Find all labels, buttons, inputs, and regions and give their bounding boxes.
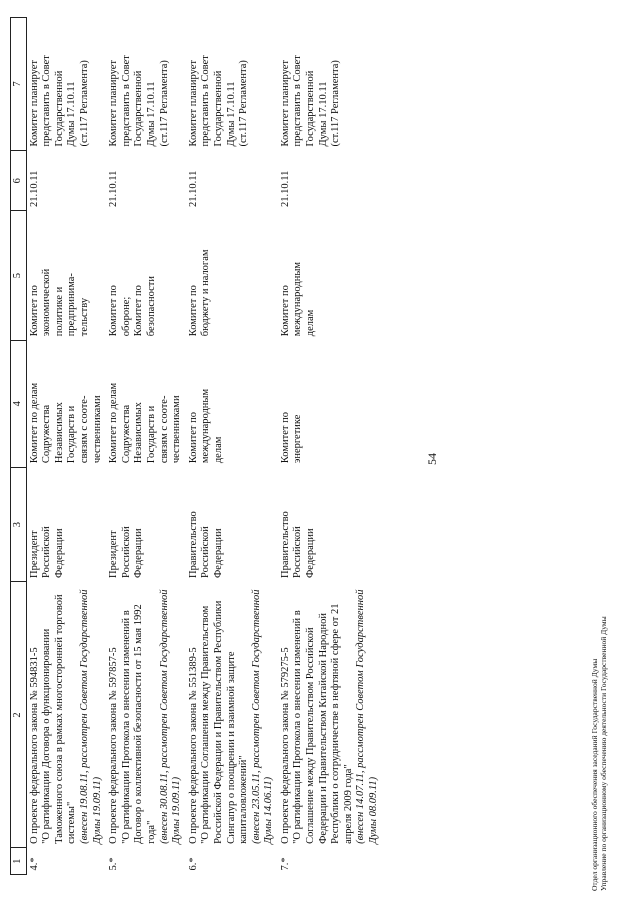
initiator-cell: Правительство Российской Федерации bbox=[187, 511, 224, 578]
co-committee-cell: Комитет по международным делам bbox=[279, 261, 317, 337]
column-header: 4 bbox=[11, 340, 27, 467]
initiator-cell: Правительство Российской Федерации bbox=[279, 511, 317, 578]
main-committee-cell: Комитет по делам Содружества Независимых Государств и связям с сооте- чественниками bbox=[28, 382, 103, 464]
table-row bbox=[106, 18, 186, 875]
decision-cell: Комитет планирует представить в Совет Государственной Думы 17.10.11 (ст.117 Регламента) bbox=[28, 55, 90, 147]
bill-intro: О проекте федерального закона № 579275-5 bbox=[279, 647, 291, 844]
bill-intro: О проекте федерального закона № 597857-5 bbox=[108, 647, 120, 844]
bill-intro: О проекте федерального закона № 594831-5 bbox=[28, 647, 40, 844]
column-header: 5 bbox=[11, 211, 27, 340]
main-committee-cell: Комитет по энергетике bbox=[279, 412, 304, 464]
main-committee-cell: Комитет по делам Содружества Независимых Государств и связям с сооте- чественниками bbox=[108, 382, 183, 464]
bill-note: (внесен 30.08.11, рассмотрен Советом Государственной Думы 19.09.11) bbox=[158, 589, 183, 844]
column-header: 2 bbox=[11, 582, 27, 848]
co-committee-cell: Комитет по бюджету и налогам bbox=[187, 249, 212, 337]
bill-note: (внесен 23.05.11, рассмотрен Советом Государственной Думы 14.06.11) bbox=[250, 589, 275, 844]
bill-title: "О ратификации Договора о функционировании Таможенного союза в рамках многосторонней торговой системы" bbox=[41, 594, 78, 844]
row-number: 7.* bbox=[279, 857, 291, 871]
bill-description bbox=[278, 582, 383, 848]
column-header: 7 bbox=[11, 18, 27, 151]
bill-description bbox=[186, 582, 278, 848]
date-cell: 21.10.11 bbox=[108, 170, 120, 207]
decision-cell: Комитет планирует представить в Совет Государственной Думы 17.10.11 (ст.117 Регламента) bbox=[279, 55, 342, 147]
page-number: 54 bbox=[425, 453, 439, 465]
agenda-table bbox=[10, 17, 383, 875]
bill-title: "О ратификации Протокола о внесении изменений в Соглашение между Правительством Российской Федерации и Правительством Китайской Народной Республики о сотрудничестве в нефтяной сфере от 21 апреля 2009 года" bbox=[292, 603, 354, 844]
date-cell: 21.10.11 bbox=[279, 170, 291, 207]
row-number: 4.* bbox=[28, 857, 40, 871]
main-committee-cell: Комитет по международным делам bbox=[187, 388, 224, 464]
column-header: 3 bbox=[11, 467, 27, 582]
bill-description bbox=[26, 582, 106, 848]
table-row bbox=[278, 18, 383, 875]
date-cell: 21.10.11 bbox=[28, 170, 40, 207]
decision-cell: Комитет планирует представить в Совет Государственной Думы 17.10.11 (ст.117 Регламента) bbox=[108, 55, 170, 147]
bill-intro: О проекте федерального закона № 551389-5 bbox=[187, 647, 199, 844]
footer bbox=[590, 191, 609, 891]
table-header-row bbox=[11, 18, 27, 875]
column-header: 6 bbox=[11, 151, 27, 211]
co-committee-cell: Комитет по обороне; Комитет по безопасности bbox=[108, 275, 157, 337]
bill-title: "О ратификации Протокола о внесении изменений в Договор о коллективной безопасности от 15 мая 1992 года" bbox=[120, 604, 157, 844]
date-cell: 21.10.11 bbox=[187, 170, 199, 207]
table-row bbox=[26, 18, 106, 875]
bill-note: (внесен 14.07.11, рассмотрен Советом Государственной Думы 08.09.11) bbox=[355, 589, 380, 844]
decision-cell: Комитет планирует представить в Совет Государственной Думы 17.10.11 (ст.117 Регламента) bbox=[187, 55, 250, 147]
table-row bbox=[186, 18, 278, 875]
bill-title: "О ратификации Соглашения между Правительством Российской Федерации и Правительством Республики Сингапур о поощрении и взаимной защите капиталовложений" bbox=[200, 600, 250, 844]
co-committee-cell: Комитет по экономической политике и предпринима- тельству bbox=[28, 268, 90, 337]
initiator-cell: Президент Российской Федерации bbox=[28, 526, 65, 578]
column-header: 1 bbox=[11, 848, 27, 875]
footer-line: Отдел организационного обеспечения заседаний Государственной Думы bbox=[590, 658, 599, 891]
bill-description bbox=[106, 582, 186, 848]
bill-note: (внесен 19.08.11, рассмотрен Советом Государственной Думы 19.09.11) bbox=[78, 589, 103, 844]
row-number: 5.* bbox=[108, 857, 120, 871]
row-number: 6.* bbox=[187, 857, 199, 871]
initiator-cell: Президент Российской Федерации bbox=[108, 526, 145, 578]
footer-line: Управление по организационному обеспечению деятельности Государственной Думы bbox=[599, 616, 609, 891]
